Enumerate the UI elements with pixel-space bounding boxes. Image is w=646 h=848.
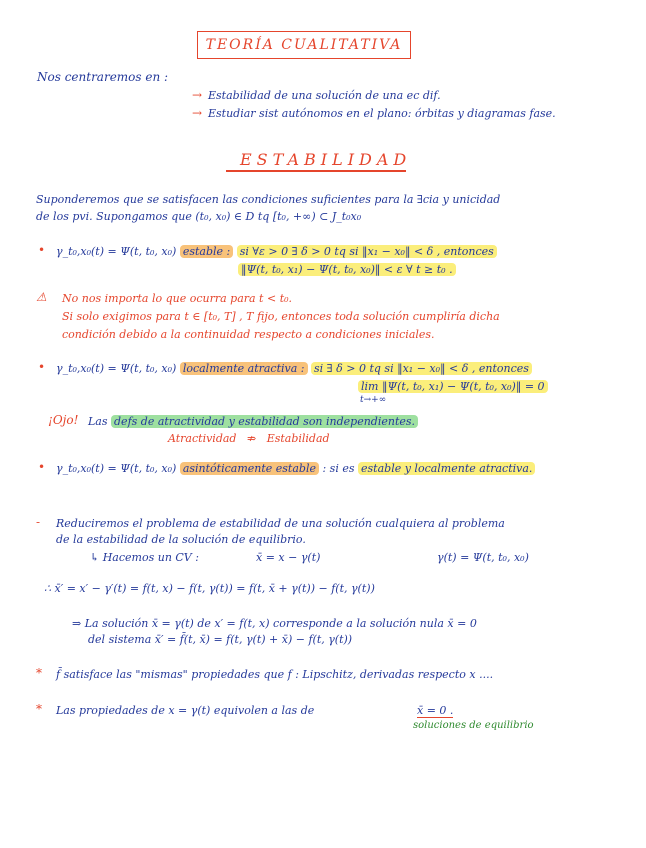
cv-label: ↳ Hacemos un CV :: [90, 551, 199, 564]
intro-lead: Nos centraremos en :: [37, 70, 169, 84]
intro-item-2: Estudiar sist autónomos en el plano: órbitas y diagramas fase.: [208, 107, 556, 120]
equilibrium-note: soluciones de equilibrio: [413, 720, 534, 731]
note-highlight: defs de atractividad y estabilidad son independientes.: [111, 415, 418, 428]
dash-marker: -: [36, 515, 41, 529]
attractivity-word: Atractividad: [168, 432, 237, 445]
asymptotic-mid: : si es: [322, 462, 355, 475]
stable-label: estable :: [180, 245, 233, 258]
warning-line-2: Si solo exigimos para t ∈ [t₀, T] , T fijo, entonces toda solución cumpliría dicha: [62, 310, 500, 323]
star-1: *: [36, 666, 42, 680]
props-line-1: f̄ satisface las "mismas" propiedades que f : Lipschitz, derivadas respecto x ....: [56, 668, 494, 681]
section-title: ESTABILIDAD: [240, 150, 412, 169]
warning-line-1: No nos importa lo que ocurra para t < t₀.: [62, 292, 293, 305]
gamma-definition: γ(t) = Ψ(t, t₀, x₀): [437, 551, 529, 564]
intro-arrow-2: →: [192, 106, 203, 120]
asymptotic-highlight: estable y localmente atractiva.: [358, 462, 535, 475]
stable-def: [56, 245, 497, 258]
not-implies-icon: ⇏: [246, 432, 257, 445]
attractive-def: [56, 362, 532, 375]
assumption-line-1: Suponderemos que se satisfacen las condiciones suficientes para la ∃cia y unicidad: [36, 193, 501, 206]
solution-line-2: del sistema x̄′ = f̄(t, x̄) = f(t, γ(t) + x̄) − f(t, γ(t)): [88, 633, 353, 646]
asymptotic-lhs: γ_t₀,x₀(t) = Ψ(t, t₀, x₀): [56, 462, 177, 475]
reduce-line-2: de la estabilidad de la solución de equilibrio.: [56, 533, 306, 546]
attractive-lhs: γ_t₀,x₀(t) = Ψ(t, t₀, x₀): [56, 362, 177, 375]
note-prefix: Las: [88, 415, 108, 428]
attractive-label: localmente atractiva :: [180, 362, 308, 375]
assumption-line-2: de los pvi. Supongamos que (t₀, x₀) ∈ D tq [t₀, +∞) ⊂ J_t₀x₀: [36, 210, 362, 223]
bullet-asymptotic: •: [38, 460, 46, 474]
ojo-label: ¡Ojo!: [48, 413, 79, 427]
stable-lhs: γ_t₀,x₀(t) = Ψ(t, t₀, x₀): [56, 245, 177, 258]
cv-equation: x̄ = x − γ(t): [256, 551, 321, 564]
lim-text: lim: [361, 380, 379, 393]
stable-line-2-text: ‖Ψ(t, t₀, x₁) − Ψ(t, t₀, x₀)‖ < ε ∀ t ≥ t₀ .: [238, 263, 456, 276]
reduce-line-1: Reduciremos el problema de estabilidad de una solución cualquiera al problema: [56, 517, 505, 530]
intro-arrow-1: →: [192, 88, 203, 102]
note-line-2: [168, 432, 330, 445]
equilibrium-equation: x̄ = 0 .: [417, 704, 454, 717]
warning-icon: ⚠: [36, 290, 47, 304]
warning-line-3: condición debido a la continuidad respecto a condiciones iniciales.: [62, 328, 435, 341]
lim-subscript: t→+∞: [360, 395, 387, 405]
stability-word: Estabilidad: [266, 432, 330, 445]
attractive-line-2: [358, 380, 548, 393]
attractive-lim: [358, 380, 548, 393]
star-2: *: [36, 702, 42, 716]
attractive-cond: si ∃ δ > 0 tq si ‖x₁ − x₀‖ < δ , entonces: [311, 362, 532, 375]
page-title: TEORÍA CUALITATIVA: [197, 31, 411, 59]
section-underline: [226, 170, 406, 172]
note-text: [88, 415, 418, 428]
stable-cond: si ∀ε > 0 ∃ δ > 0 tq si ‖x₁ − x₀‖ < δ , entonces: [237, 245, 497, 258]
attractive-limit-expr: ‖Ψ(t, t₀, x₁) − Ψ(t, t₀, x₀)‖ = 0: [381, 380, 545, 393]
asymptotic-label: asintóticamente estable: [180, 462, 319, 475]
bullet-stable: •: [38, 243, 46, 257]
props-line-2: Las propiedades de x = γ(t) equivolen a las de: [56, 704, 315, 717]
stable-line-2: [238, 263, 456, 276]
bullet-attractive: •: [38, 360, 46, 374]
solution-line-1: ⇒ La solución x̄ = γ(t) de x′ = f(t, x) corresponde a la solución nula x̄ = 0: [72, 617, 477, 630]
asymptotic-def: [56, 462, 535, 475]
intro-item-1: Estabilidad de una solución de una ec dif.: [208, 89, 441, 102]
therefore-line: ∴ x̄′ = x′ − γ′(t) = f(t, x) − f(t, γ(t)) = f(t, x̄ + γ(t)) − f(t, γ(t)): [44, 582, 375, 595]
